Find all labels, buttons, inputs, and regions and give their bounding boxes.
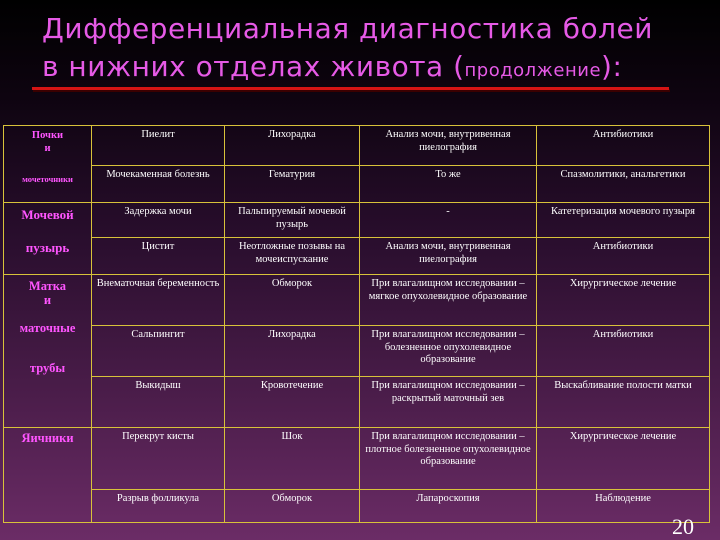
table-cell: То же [360, 166, 537, 203]
table-cell: Антибиотики [537, 238, 710, 275]
slide-title-line1: Дифференциальная диагностика болей [42, 12, 653, 45]
table-cell: Лихорадка [225, 126, 360, 166]
category-uterus-3: маточные [19, 321, 76, 335]
table-cell: При влагалищном исследовании – болезненное опухолевидное образование [360, 326, 537, 377]
table-row [4, 377, 710, 428]
table-row [4, 326, 710, 377]
diagnosis-table-wrap [3, 125, 709, 523]
title-continuation: продолжение [464, 60, 602, 81]
category-uterus-2: и [43, 293, 52, 307]
category-kidney-bottom: мочеточники [22, 174, 73, 184]
title-line2-end: ): [601, 50, 623, 83]
table-cell: Антибиотики [537, 126, 710, 166]
table-cell: При влагалищном исследовании – мягкое опухолевидное образование [360, 275, 537, 326]
table-cell: При влагалищном исследовании – плотное болезненное опухолевидное образование [360, 428, 537, 490]
page-number: 20 [672, 514, 694, 539]
table-cell: Сальпингит [92, 326, 225, 377]
table-cell: Гематурия [225, 166, 360, 203]
table-cell: Выкидыш [92, 377, 225, 428]
table-cell: Катетеризация мочевого пузыря [537, 203, 710, 238]
table-cell: Анализ мочи, внутривенная пиелография [360, 126, 537, 166]
table-cell: Хирургическое лечение [537, 275, 710, 326]
table-cell: Разрыв фолликула [92, 490, 225, 523]
category-uterus-1: Матка [28, 279, 67, 293]
table-row [4, 238, 710, 275]
table-cell: Шок [225, 428, 360, 490]
table-cell: Обморок [225, 275, 360, 326]
table-cell: - [360, 203, 537, 238]
table-row [4, 490, 710, 523]
table-cell: Хирургическое лечение [537, 428, 710, 490]
table-row [4, 203, 710, 238]
table-row [4, 126, 710, 166]
table-cell: Лихорадка [225, 326, 360, 377]
table-row [4, 166, 710, 203]
table-cell: При влагалищном исследовании – раскрытый маточный зев [360, 377, 537, 428]
table-cell: Задержка мочи [92, 203, 225, 238]
table-cell: Неотложные позывы на мочеиспускание [225, 238, 360, 275]
title-line2-main: в нижних отделах живота ( [42, 50, 465, 83]
table-cell: Пальпируемый мочевой пузырь [225, 203, 360, 238]
table-cell: Цистит [92, 238, 225, 275]
slide-title [42, 10, 702, 90]
table-row [4, 428, 710, 490]
table-cell: Анализ мочи, внутривенная пиелография [360, 238, 537, 275]
category-bladder [4, 203, 92, 275]
diagnosis-table [3, 125, 710, 523]
table-cell: Спазмолитики, анальгетики [537, 166, 710, 203]
category-bladder-top: Мочевой [21, 207, 74, 222]
table-cell: Пиелит [92, 126, 225, 166]
table-cell: Обморок [225, 490, 360, 523]
slide-title-line2 [42, 48, 702, 90]
category-kidney-top: Почки [31, 130, 64, 141]
table-row [4, 275, 710, 326]
table-cell: Перекрут кисты [92, 428, 225, 490]
table-cell: Лапароскопия [360, 490, 537, 523]
table-cell: Кровотечение [225, 377, 360, 428]
category-uterus [4, 275, 92, 428]
category-ovary: Яичники [4, 428, 92, 523]
table-cell: Внематочная беременность [92, 275, 225, 326]
table-cell: Выскабливание полости матки [537, 377, 710, 428]
category-bladder-bottom: пузырь [25, 240, 70, 255]
table-cell: Мочекаменная болезнь [92, 166, 225, 203]
category-kidney-mid: и [44, 142, 51, 154]
table-cell: Антибиотики [537, 326, 710, 377]
category-kidney [4, 126, 92, 203]
category-uterus-4: трубы [29, 361, 66, 375]
title-underline [32, 87, 669, 90]
table-cell: Наблюдение [537, 490, 710, 523]
